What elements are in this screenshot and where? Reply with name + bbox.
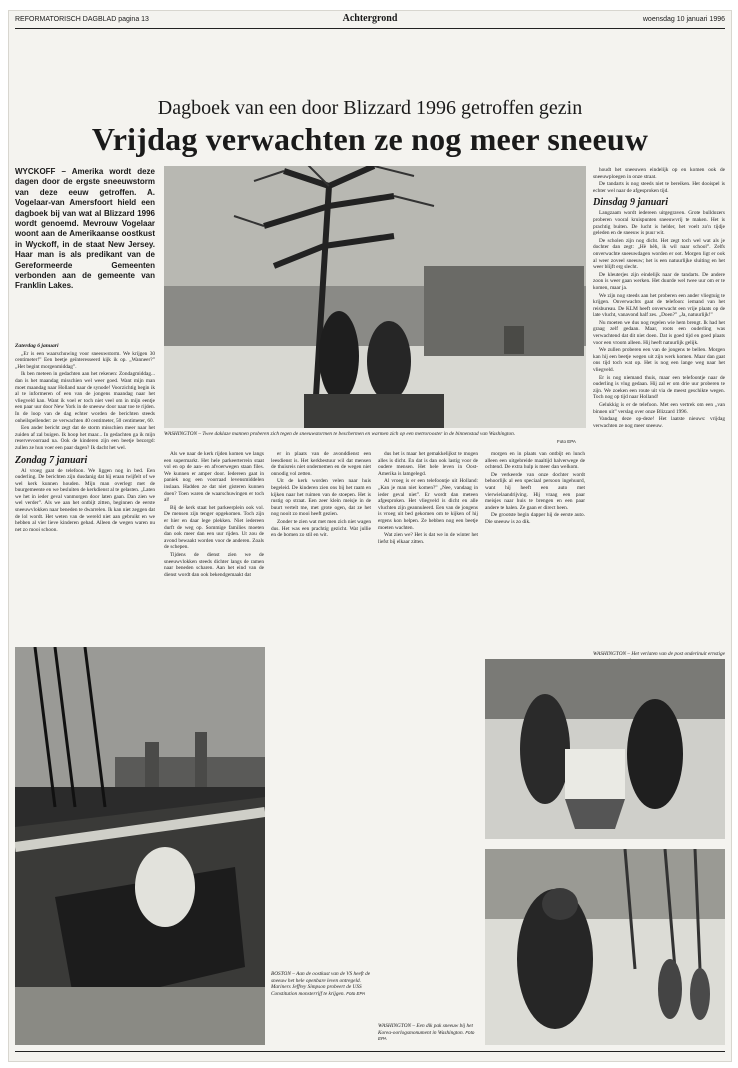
- subhead-sunday: Zondag 7 januari: [15, 454, 88, 466]
- paragraph: er in plaats van de avonddienst een leesdienst is. Het kerkbestuur wil dat mensen de thuisreis niet ondernemen en de wegen niet onnodig vol zetten.: [271, 451, 371, 477]
- paragraph: Tijdens de dienst zien we de sneeuwvlokken steeds dichter langs de ramen naar beneden scharen. Aan het eind van de dienst wordt dan ook bekendgemaakt dat: [164, 551, 264, 578]
- photo-illustration: [15, 647, 265, 1045]
- paragraph: morgen en in plaats van ontbijt en lunch alleen een uitgebreide maaltijd halverwege de ochtend. De extra hulp is meer dan welkom.: [485, 451, 585, 471]
- paragraph: Gelukkig is er de telefoon. Met een vertrek om een „van binnen uit” verslag over onze Blizzard 1996.: [593, 402, 725, 415]
- article-column-4: [378, 451, 478, 1051]
- header-section: Achtergrond: [342, 13, 398, 24]
- article-column-5: [485, 451, 585, 651]
- paragraph: De tandarts is nog steeds niet te bereiken. Het dooispel is echter wel naar de afgesproken tijd.: [593, 181, 725, 194]
- photo-shoppers-snow: [485, 659, 725, 839]
- caption-text: WASHINGTON – Het verlaten van de post onderinuit ernstige: [593, 651, 725, 657]
- article-column-1: [15, 341, 155, 641]
- paragraph: Uit de kerk worden velen naar huis begeleid. De kinderen zien ons bij het raam en kijken naar het ruimen van de stoepen. Het is rustig op straat. Een zeer klein meisje in de buurt vertelt me, met grote ogen, dat ze het nog nooit zo mooi heeft gezien.: [271, 478, 371, 518]
- photo-boston-ship: [15, 647, 265, 1045]
- paragraph: houdt het sneeuwen eindelijk op en komen ook de sneeuwploegen in onze straat.: [593, 167, 725, 180]
- caption-top: WASHINGTON – Twee daklaze mannen proberen zich tegen de sneeuwstormen te beschermen en warmen zich op een metrorooster in de binnenstad van Washington.: [164, 431, 516, 437]
- credit-top: Foto EPA: [557, 439, 576, 444]
- paragraph: Bij de kerk staat het parkeerplein ook vol. De mensen zijn tenger opgekomen. Toch zijn er hier en daar lege plekken. Niet iedereen durft de weg op. Sommige families moeten dan ook meer dan een uur rijden. Ut zou de avond bewaakt worden voor de anderen. Zoals de schepen.: [164, 504, 264, 551]
- kicker: Dagboek van een door Blizzard 1996 getroffen gezin: [157, 97, 583, 119]
- article-column-2: [164, 451, 264, 651]
- photo-illustration: [485, 659, 725, 839]
- photo-illustration: [485, 849, 725, 1045]
- credit-left: Foto EPA: [346, 990, 366, 996]
- subhead-tuesday: Dinsdag 9 januari: [593, 197, 669, 209]
- caption-text: BOSTON – Aan de oostkust van de VS heeft de sneeuw het hele openbare leven ontregeld. Mariners Jeffrey Simpson probeert de USS Constitution monsterrijf te krijgen.: [271, 971, 371, 997]
- subhead-saturday: Zaterdag 6 januari: [15, 343, 59, 349]
- paragraph: „Er is een waarschuwing voor sneeuwstorm. We krijgen 30 centimeter!” Een beetje geïnteresseerd kijk ik op. „Wanneer?” „Het begint morgenmiddag”.: [15, 350, 155, 370]
- photo-korea-memorial: [485, 849, 725, 1045]
- lead-paragraph: WYCKOFF – Amerika wordt deze dagen door de ergste sneeuwstorm van deze eeuw getroffen. A. Vogelaar-van Amersfoort hield een dagboek bij van wat al Blizzard 1996 wordt genoemd. Mevrouw Vogelaar woont aan de Amerikaanse oostkust in Wyckoff, in de staat New Jersey. Haar man is als predikant van de Gereformeerde Gemeenten verbonden aan de gemeente van Franklin Lakes.: [15, 167, 155, 291]
- header-date: woensdag 10 januari 1996: [642, 16, 725, 23]
- paragraph: Al vroeg gaat de telefoon. We liggen nog in bed. Een ouderling. De berichten zijn dusdanig dat hij eraan twijfelt of we wel kerk kunnen houden. Mijn man overlegt met de buurgemeente en we besluiten de kerkdienst al te gelasten. „Laten we het in ieder geval vanmorgen door laten gaan. Dan zien we wel verder”. Als we aan het ontbijt zitten, beginnen de eerste sneeuwvlokken naar beneden te dwarrelen. Ik kan niet zeggen dat de lol wordt. Het weten van de wereld niet aan gebruikt en we hebben al vier lieve kinderen gehad. Alleen de wegen waren nu net zo mooi schoon.: [15, 467, 155, 533]
- paragraph: Als we naar de kerk rijden komen we langs een supermarkt. Het hele parkeerterrein staat vol en op de aan- en afvoerwegen staan files. We kunnen er amper door. Iedereen gaat in paniek nog een voorraad levensmiddelen inslaan. Hadden ze dat niet gisteren kunnen doen? Toen waren de waarschuwingen er toch al!: [164, 451, 264, 504]
- paragraph: De kleuterjes zijn eindelijk naar de tandarts. De andere zoon is weer gaan werken. Het duurde wel twee uur om er te komen, maar ja.: [593, 271, 725, 291]
- header-left: REFORMATORISCH DAGBLAD pagina 13: [15, 16, 149, 23]
- caption-mid: [378, 1023, 478, 1053]
- header-rule: [15, 28, 725, 29]
- photo-homeless-men-washington: [164, 166, 586, 428]
- page-header: [9, 13, 731, 27]
- paragraph: Ik ben meteen in gedachten aan het rekenen: Zondagmiddag... dan is het maandag misschien wel weer goed. Want mijn man moet maandag naar Holland naar de synode! Voorzichtig begin ik al te informeren of een van de jongens maandag naar het vliegveld kan. Want ik voel er toch niet veel om in mijn eentje een paar uur door New York in de sneeuw door naar toe te rijden. In de loop van de dag echter worden de berichten steeds onheilspellender: ze verwachten 40 centimeter, 50 centimeter, 60.: [15, 371, 155, 424]
- paragraph: Vandaag deze op-deze! Het laatste nieuws: vrijdag verwachten ze nog meer sneeuw.: [593, 416, 725, 429]
- paragraph: Een ander bericht zegt dat de storm misschien meer naar het zuiden af zal buigen. Ik hoop het maar... In gedachten ga ik mijn reservevoorraad na. Ook de kinderen zijn een beetje bezorgd: zullen ze hun voer een paar dagen? Ik dacht het wel.: [15, 425, 155, 451]
- paragraph: Nu moeten we dus nog regelen wie hem brengt. Ik had het graag zelf gedaan. Maar, roots een ouderling was verwachtend dat dit niet doen. Dat is goed tijd en goed plaats voor een vroom alleen. Hij heeft natuurlijk gelijk.: [593, 319, 725, 346]
- paragraph: De verkeerde van onze dochter wordt behoorlijk al een speciaal persoon ingehuurd, want hij heeft een auto met vierwielaandrijving. Hij vraag een paar meisjes naar huis te brengen en een paar andere te halen. Ze gaan er direct heen.: [485, 471, 585, 511]
- paragraph: Wat zien we? Het is dat we in de winter het liefst bij elkaar zitten.: [378, 532, 478, 545]
- caption-text: WASHINGTON – Een dik pak sneeuw bij het Korea-oorlogsmonument in Washington.: [378, 1023, 474, 1036]
- photo-illustration: [164, 166, 586, 428]
- paragraph: De grootste begin dapper hij de eerste auto. Die sneeuw is zo dik.: [485, 512, 585, 525]
- paragraph: Langzaam wordt iedereen uitgegraven. Grote bulldozers proberen vooral kruispunten sneeuwvrij te maken. Het is prachtig buiten. De lucht is helder, het voelt zo'n tijdje geleden en de sneeuw is puur wit.: [593, 210, 725, 237]
- paragraph: Er is nog niemand thuis, maar een telefoontje naar de ouderling is vlug gedaan. Hij zal er om drie uur proberen te zijn. We zoeken een route uit via de meest geschikte wegen. Toch nog op tijd naar Holland!: [593, 374, 725, 401]
- article-column-6: [593, 167, 725, 647]
- headline: Vrijdag verwachten ze nog meer sneeuw: [91, 121, 649, 157]
- credit-mid: Foto EPA: [378, 1029, 475, 1042]
- caption-left: [271, 971, 371, 1041]
- newspaper-page: [8, 10, 732, 1062]
- paragraph: Zonder te zien wat met men zich niet wagen dus. Het was een prachtig gezicht. Wat jullie en de bomen zo stil en wit.: [271, 518, 371, 539]
- paragraph: Al vroeg is er een telefoontje uit Holland: „Kan je man niet komen?” „Nee, vandaag in ieder geval niet”. Er wordt dan meteen afgesproken. Het vliegveld is dicht en alle vluchten zijn geannuleerd. Een van de jongens is vroeg uit bed gekomen om te kijken of hij ergens kon helpen. Ze hebben nog een beetje moeten wachten.: [378, 478, 478, 531]
- paragraph: dus het is maar het gemakkelijkst te mogen alles is dicht. En dat is dan ook lastig voor de oudere mensen. Het hele leven in Oost-Amerika is lamgelegd.: [378, 451, 478, 477]
- paragraph: De scholen zijn nog dicht. Het zegt toch wel wat als je dochter dan zegt: „Hè hèh, ik wil naar school”. Zelfs onverwachte sneeuwdagen worden er oot. Morgen ligt er ook al weer zoveel sneeuw; het is een natuurlijke sluiting en het weer blijft erg slecht.: [593, 237, 725, 271]
- footer-rule: [15, 1051, 725, 1052]
- paragraph: We zijn nog steeds aan het proberen een ander vliegtuig te krijgen. Onverwachts gaat de telefoon: iemand van het reisbureau. De KLM heeft onverwacht een vrije plaats op de late vlucht, vanavond half zes. „Doen?” „Ja, natuurlijk!”: [593, 292, 725, 319]
- paragraph: We zullen proberen een van de jongens te bellen. Morgen kan hij een beetje wegen uit zijn werk komen. Maar dan gaat ons tijd toch wat op. Het is nog een lange weg naar het vliegveld.: [593, 347, 725, 374]
